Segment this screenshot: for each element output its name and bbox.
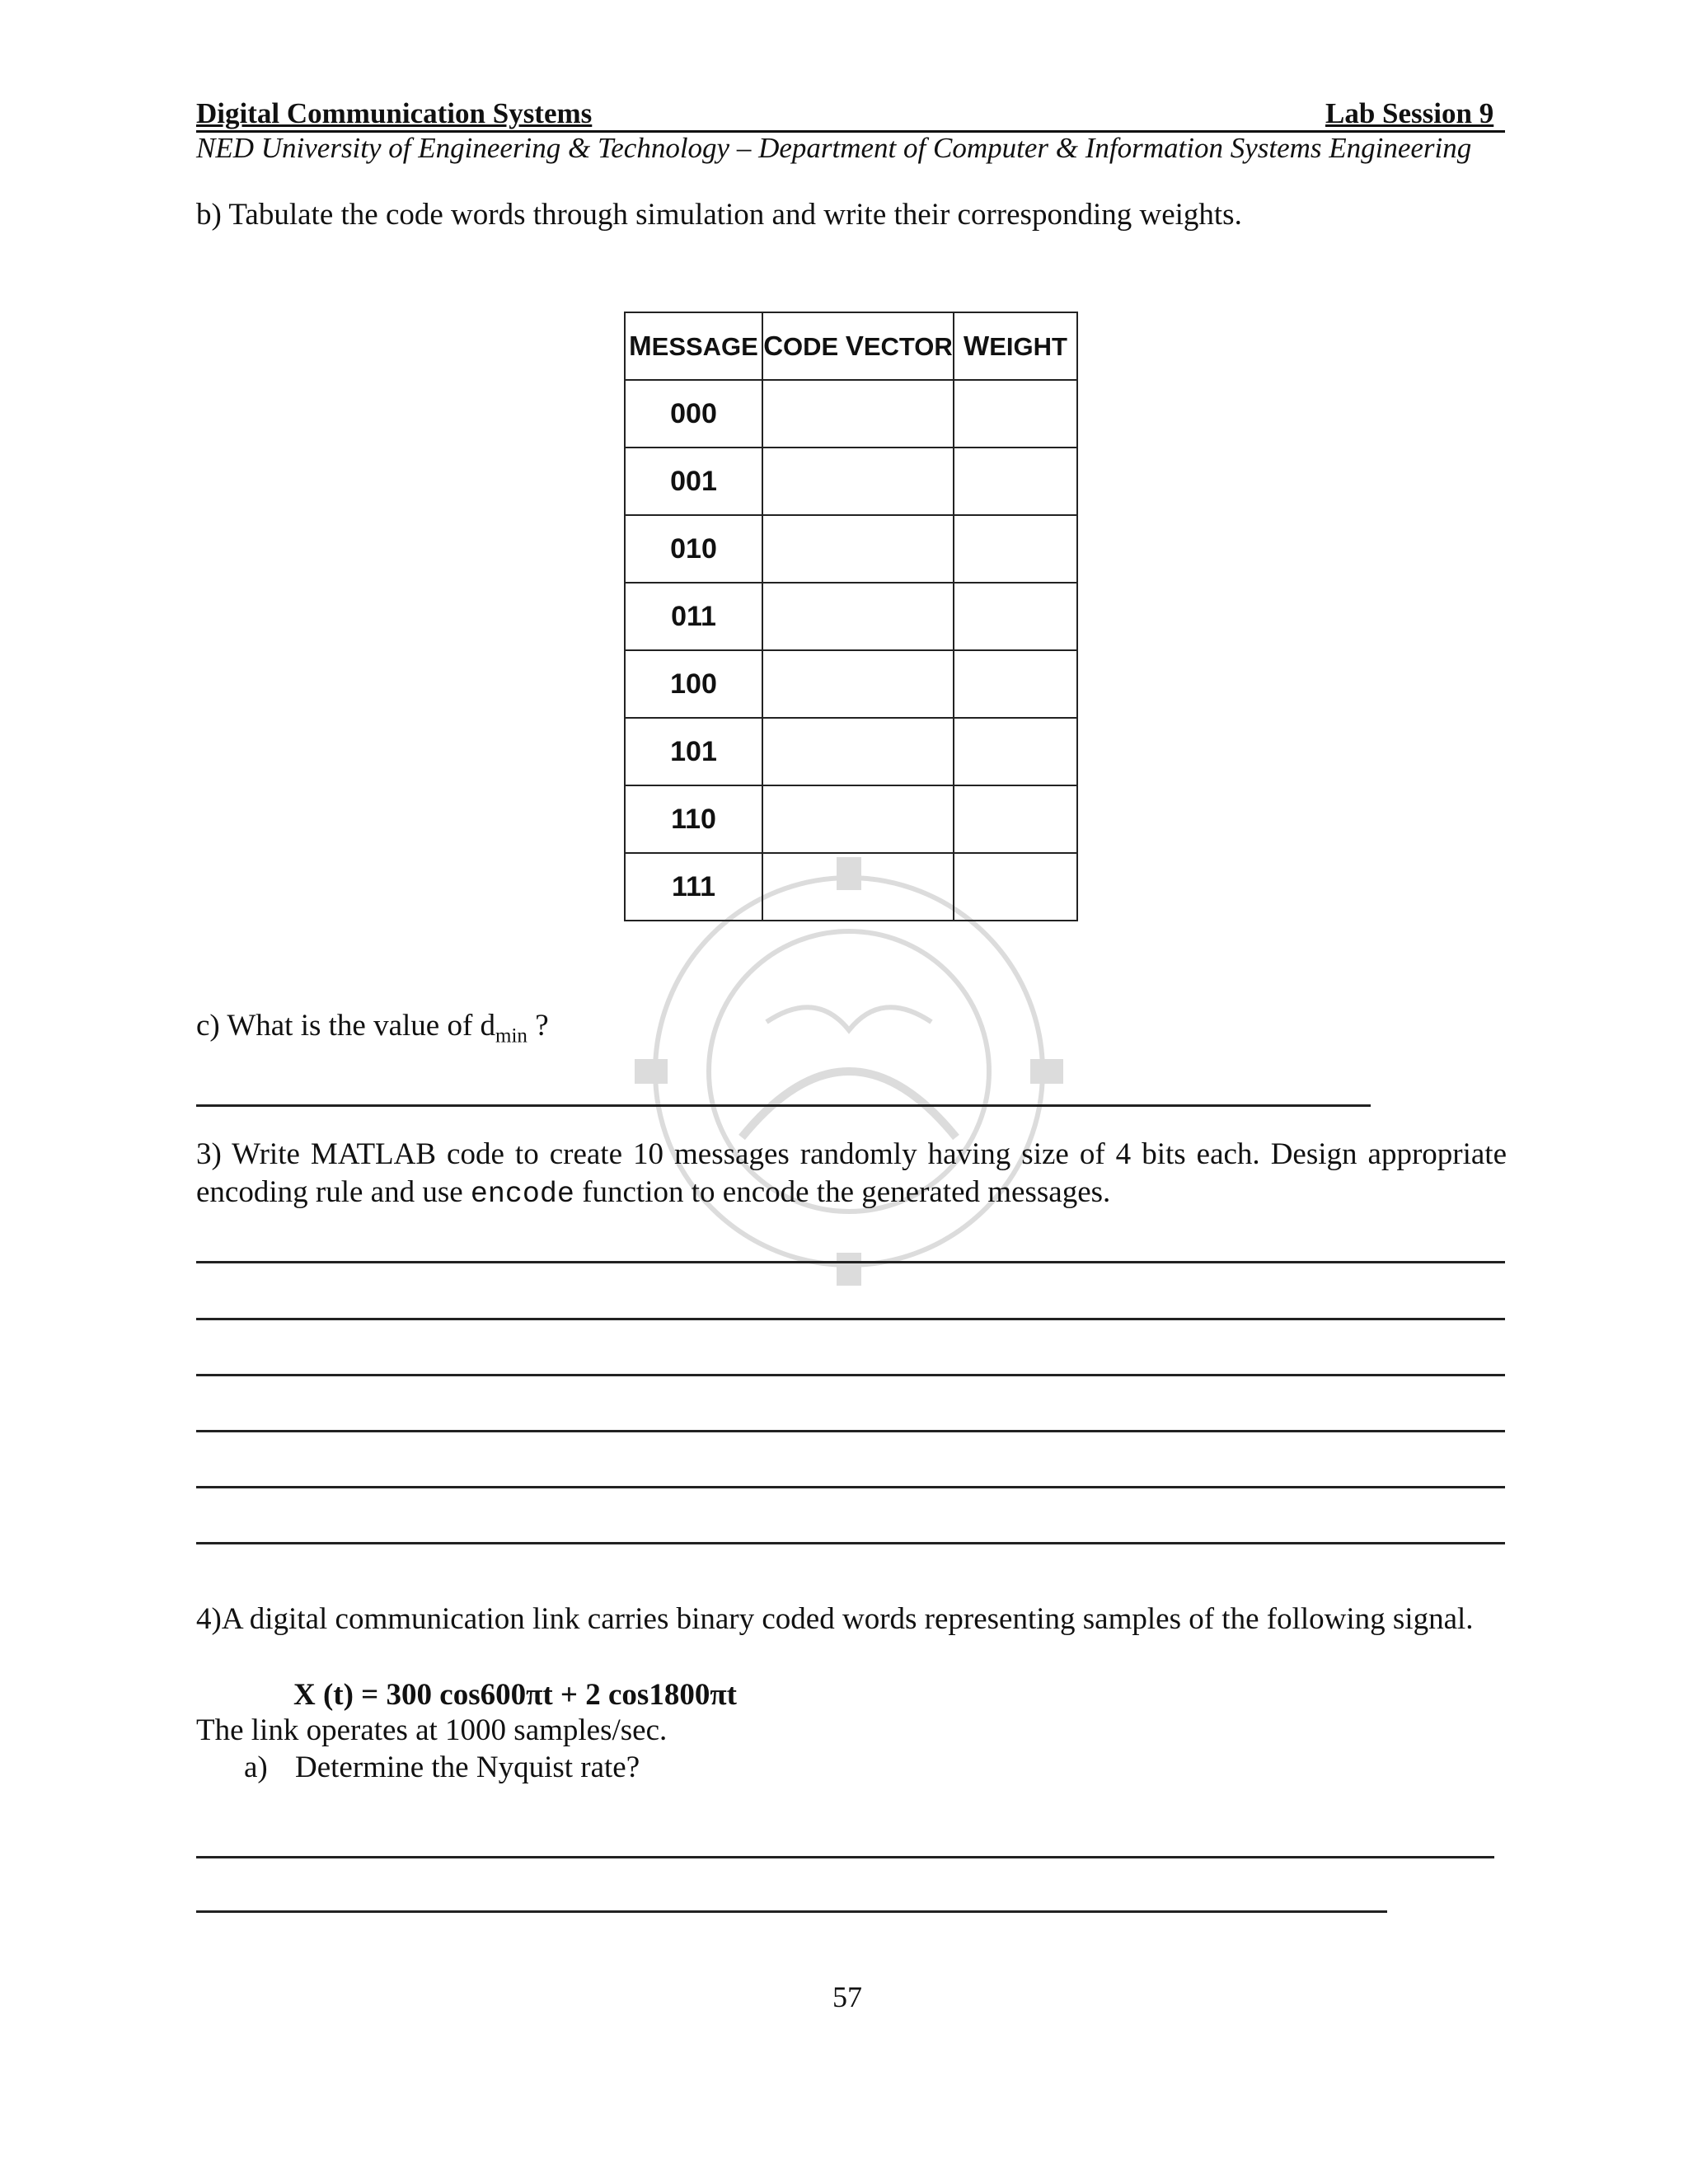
link-rate-text: The link operates at 1000 samples/sec. — [196, 1713, 668, 1747]
code-vector-cell[interactable] — [762, 718, 954, 785]
answer-line[interactable] — [196, 1374, 1505, 1376]
question-b-text: b) Tabulate the code words through simulation and write their corresponding weights. — [196, 198, 1242, 232]
weight-cell[interactable] — [954, 650, 1077, 718]
message-cell: 101 — [625, 718, 762, 785]
message-cell: 011 — [625, 583, 762, 650]
table-header-row — [625, 312, 1077, 380]
code-vector-cell[interactable] — [762, 515, 954, 583]
answer-line[interactable] — [196, 1261, 1505, 1263]
answer-line[interactable] — [196, 1318, 1505, 1320]
weight-cell[interactable] — [954, 448, 1077, 515]
institution-line: NED University of Engineering & Technology – Department of Computer & Information Systems Engineering — [196, 132, 1472, 164]
question-3-text: 3) Write MATLAB code to create 10 messages randomly having size of 4 bits each. Design appropriate encoding rule and use encode function to encode the generated messages. — [196, 1137, 1507, 1211]
table-row — [625, 785, 1077, 853]
code-vector-cell[interactable] — [762, 583, 954, 650]
message-cell: 001 — [625, 448, 762, 515]
table-row — [625, 515, 1077, 583]
question-4a-text: a) Determine the Nyquist rate? — [244, 1750, 640, 1784]
lab-session-label: Lab Session 9 — [1325, 97, 1494, 129]
code-vector-cell[interactable] — [762, 853, 954, 921]
code-vector-cell[interactable] — [762, 448, 954, 515]
code-vector-cell[interactable] — [762, 380, 954, 448]
table-row — [625, 448, 1077, 515]
table-row — [625, 380, 1077, 448]
header-weight: WEIGHT — [954, 312, 1077, 380]
header-code-vector: CODE VECTOR — [762, 312, 954, 380]
course-title: Digital Communication Systems — [196, 97, 593, 129]
answer-line[interactable] — [196, 1104, 1371, 1107]
code-word-table — [624, 312, 1078, 921]
weight-cell[interactable] — [954, 718, 1077, 785]
message-cell: 110 — [625, 785, 762, 853]
answer-line[interactable] — [196, 1486, 1505, 1488]
page-number: 57 — [832, 1980, 862, 2013]
answer-line[interactable] — [196, 1856, 1494, 1858]
message-cell: 010 — [625, 515, 762, 583]
encode-function-code: encode — [470, 1178, 574, 1211]
weight-cell[interactable] — [954, 583, 1077, 650]
table-row — [625, 583, 1077, 650]
code-vector-cell[interactable] — [762, 785, 954, 853]
weight-cell[interactable] — [954, 515, 1077, 583]
message-cell: 000 — [625, 380, 762, 448]
table-row — [625, 718, 1077, 785]
weight-cell[interactable] — [954, 853, 1077, 921]
answer-line[interactable] — [196, 1430, 1505, 1432]
question-c-text: c) What is the value of $d_{min}$ ? — [196, 1009, 549, 1047]
table-row — [625, 853, 1077, 921]
message-cell: 100 — [625, 650, 762, 718]
message-cell: 111 — [625, 853, 762, 921]
answer-line[interactable] — [196, 1910, 1387, 1913]
question-4-text: 4)A digital communication link carries binary coded words representing samples of the following signal. — [196, 1602, 1474, 1636]
table-row — [625, 650, 1077, 718]
header-message: MESSAGE — [625, 312, 762, 380]
code-vector-cell[interactable] — [762, 650, 954, 718]
weight-cell[interactable] — [954, 380, 1077, 448]
signal-formula: X (t) = 300 cos600πt + 2 cos1800πt — [293, 1678, 737, 1712]
answer-line[interactable] — [196, 1542, 1505, 1544]
weight-cell[interactable] — [954, 785, 1077, 853]
